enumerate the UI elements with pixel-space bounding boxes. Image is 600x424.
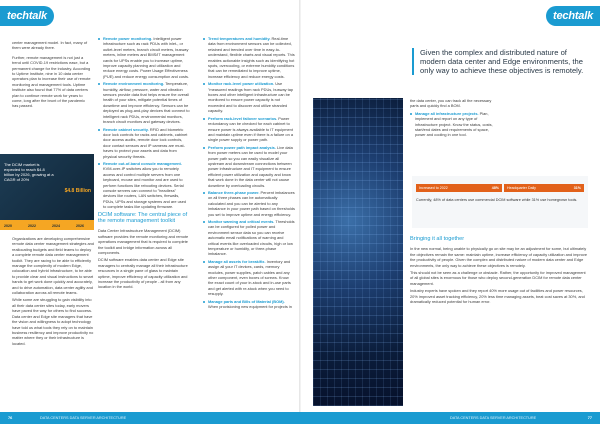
paragraph: Data Center Infrastructure Management (DCIM) software provides the remote monitoring and remote operations management that is required to complete the toolkit and bridge information across all components.: [98, 228, 189, 256]
paragraph: the data center, you can track all the necessary parts and quickly find a BOM.: [410, 98, 492, 109]
stat-bar: [416, 184, 502, 192]
paragraph: Further, remote management is not just a trend until COVID-19 restrictions ease, but a permanent change for the industry. According to Uptime Institute, nine in 10 data center operators plan to increase their use of remote monitoring and management tools. Uptime Institute also found that 77% of data centers plan to continue remote work for years to come, long after the brunt of the pandemic has passed.: [12, 54, 91, 109]
column-1-lower: [12, 236, 94, 348]
stat-bar-label: Increased to 2022: [419, 186, 448, 190]
page-number: 77: [587, 416, 592, 420]
figure-caption: The DCIM market is expected to reach $4.8 billion by 2026, growing at a CAGR of 20%: [4, 162, 54, 182]
list-item-term: Manage all assets for break/fix.: [208, 258, 266, 264]
list-item-text: Power redundancy can be checked for each cabinet to ensure power is always available to IT equipment and maintain uptime even if there is a failure on a single power supply or power path.: [208, 115, 293, 143]
list-item: [203, 259, 295, 297]
list-item-term: Balance three-phase power.: [208, 189, 260, 195]
list-item-term: Remote environment monitoring.: [103, 81, 165, 87]
list-item: [203, 299, 295, 310]
list-item-text: Use "measured readings from rack PDUs, busway tap boxes and other intelligent infrastructure can be monitored to ensure power capacity is not exceeded and to discover and utilize stranded capacity.: [208, 81, 294, 114]
paragraph: In the new normal, being unable to physically go on site may be an adjustment for some, but ultimately the objectives remain the same: maintain uptime, increase efficiency of capacity utilization and improve the productivity of people. Given the complex and distributed nature of modern data center and Edge environments, the only way to achieve these objectives is remotely.: [410, 246, 588, 268]
column-2: [98, 36, 190, 292]
paragraph: Organizations are developing comprehensive remote data center management strategies and reallocating budgets and field teams to deploy a complete remote data center management toolkit. They are racing to be able to efficiently manage the complexity of modern Edge, colocation and hybrid infrastructure, to be able to provide clear and visual instructions to smart hands to get work done quickly and accurately, and to drive automation, data center agility and collaboration across all remote teams.: [12, 236, 94, 296]
figure-value: $4.8 Billion: [64, 188, 91, 194]
callout-text: Currently, 48% of data centers use commercial DCIM software while 31% use homegrown tools.: [416, 198, 578, 202]
paragraph: While some are struggling to gain visibility into all their data center sites today, early movers have paved the way for others to find success. Data center and Edge site managers that have the vision and willingness to adopt technology have told us what tools they rely on to maintain business resiliency and improve productivity no matter where they or their infrastructure is located.: [12, 297, 94, 346]
list-item: [98, 81, 190, 124]
list-item: [410, 111, 500, 138]
section-heading: DCIM software: The central piece of the remote management toolkit: [98, 211, 188, 224]
stat-bar-label: Headquarter Daily: [507, 186, 536, 190]
list-item-term: Remote cabinet security.: [103, 126, 149, 132]
dcim-list: [203, 36, 295, 310]
list-item-term: Trend temperatures and humidity.: [208, 36, 271, 41]
list-item: [98, 36, 190, 79]
list-item-term: Perform power path impact analysis.: [208, 144, 276, 150]
list-item-term: Remote out-of-band console management.: [103, 160, 182, 166]
paragraph: DCIM software enables data center and Edge site managers to centrally manage all their infrastructure resources in a single pane of glass to maintain uptime, improve efficiency of capacity utilization and increase the productivity of people - all from any location in the world.: [98, 257, 188, 290]
figure-year: 2024: [52, 224, 60, 228]
page-number: 76: [8, 416, 13, 420]
list-item-text: When provisioning new equipment for projects in: [208, 304, 292, 310]
column-5: [410, 98, 500, 140]
list-item-text: Real-time data from environment sensors can be collected, retained and trended over time in easy-to-understand, flexible charts and visual reports. This enables actionable insights such as identifying hot spots, overcooling, or extreme humidity conditions that can be remediated to improve uptime, increase efficiency and reduce energy costs.: [208, 36, 295, 79]
list-item-text: Percent imbalances on all three phases can be automatically calculated and you can be alerted to any imbalance in your power path based on thresholds you set to improve uptime and energy efficiency.: [208, 189, 295, 217]
column-5-lower: [410, 234, 588, 306]
stat-bar-percent: 31%: [573, 186, 581, 190]
column-3: [203, 36, 295, 312]
paragraph: center management model. In fact, many of them were already there.: [12, 40, 88, 51]
photo-overlay: [313, 98, 403, 406]
list-item-text: Plan, implement and report on any type of infrastructure project. Know the status, costs, start/end dates and requirements of space, power and cooling in one tool.: [415, 110, 493, 138]
footer-text: DATA CENTERS DATA SERVER ARCHITECTURE: [450, 416, 537, 420]
list-item-text: KVM-over-IP switches allow you to remotely access and control multiple servers from one keyboard, mouse and monitor and are used to perform functions like rebooting devices. Serial console servers can connect to "headless" devices like routers, LAN switches, firewalls, PDUs, UPSs and storage systems and are used to complete tasks like updating firmware.: [103, 166, 187, 210]
list-item-text: Thresholds can be configured for polled power and environment sensor data so you can receive automatic email notifications of warning and critical events like overloaded circuits, high or low temperature or humidity, or three-phase imbalance.: [208, 219, 295, 257]
stat-bar-percent: 48%: [491, 186, 499, 190]
paragraph: Industry experts have spoken and they report 40% more usage out of facilities and power resources, 20% improved asset tracking efficiency, 20% less time managing assets, beat cost saves at 30%, and dramatically reduced potential for human error.: [410, 288, 585, 305]
section-heading: Bringing it all together: [410, 236, 465, 242]
toolkit-list: [98, 36, 190, 210]
list-item: [98, 161, 190, 210]
list-item-term: Manage parts and Bills of Material (BOM).: [208, 298, 285, 304]
datacenter-photo: [313, 98, 403, 406]
list-item-text: RFID and biometric door lock controls for racks and cabinets, cabinet door access audits, remote door lock controls, door contact sensors and IP cameras are must-haves to protect your assets and data from physical security threats.: [103, 126, 188, 159]
list-item-term: Monitor warning and critical events.: [208, 219, 275, 224]
list-item: [203, 190, 295, 217]
brand-logo-right: techtalk: [546, 6, 600, 26]
figure-year: 2026: [76, 224, 84, 228]
paragraph: This should not be seen as a challenge or obstacle. Rather, the opportunity for improved management of all global sites is enormous for those who deploy second-generation DCIM for remote data center management.: [410, 270, 586, 286]
figure-year: 2020: [4, 224, 12, 228]
list-item: [98, 127, 190, 159]
market-figure: [0, 154, 94, 230]
list-item-text: Intelligent power infrastructure such as rack PDUs with inlet-, or outlet-level meters, branch circuit meters, busway meters, inline meters and BMS/IT management cards for UPSs enable you to increase uptime, improve capacity planning and utilization and reduce energy costs. Power Usage Effectiveness (PUE) and reduce energy consumption and costs.: [103, 36, 190, 79]
footer-right: [300, 412, 600, 424]
brand-logo-left: techtalk: [0, 6, 54, 26]
stat-callout: [412, 176, 588, 228]
pull-quote: Given the complex and distributed nature of modern data center and Edge environments, the only way to achieve these objectives is remotely.: [412, 48, 590, 75]
list-item-text: Inventory and assign all your IT devices, cards, memory modules, power supplies, patch cables and any other component, even boxes of screws. Know the exact count of your in-stock and in-use parts and get alerted with re-stock when you need to resupply.: [208, 258, 291, 297]
list-item: [203, 145, 295, 188]
list-item-term: Perform rack-level failover scenarios.: [208, 115, 278, 121]
footer-text: DATA CENTERS DATA SERVER ARCHITECTURE: [40, 416, 127, 420]
list-item: [203, 81, 295, 113]
list-item-term: Manage all infrastructure projects.: [415, 110, 479, 116]
list-item-text: Live data from power meters can be used to model your power path so you can easily visualize all upstream and downstream connections between power infrastructure and IT equipment to ensure efficient power utilization and capacity and know that work done in the data center will not cause downtime by overloading circuits.: [208, 144, 293, 188]
list-item-term: Monitor rack-level power utilization.: [208, 81, 275, 87]
figure-year: 2022: [28, 224, 36, 228]
page-gutter: [299, 0, 301, 424]
list-item: [203, 219, 295, 257]
stat-bar: [504, 184, 584, 192]
list-item-text: Temperature, humidity, airflow, pressure, water and vibration sensors provide data that helps ensure the overall health of your sites, mitigate potential times of downtime and improve efficiency. Sensors can be deployed as plug-and-play devices that connect to intelligent rack PDUs, environmental monitors, branch circuit monitors and gateway devices.: [103, 81, 190, 125]
footer-left: [0, 412, 300, 424]
list-item: [203, 36, 295, 79]
list-item-term: Remote power monitoring.: [103, 36, 153, 41]
project-list: [410, 111, 500, 138]
list-item: [203, 116, 295, 143]
column-1: [12, 40, 92, 113]
